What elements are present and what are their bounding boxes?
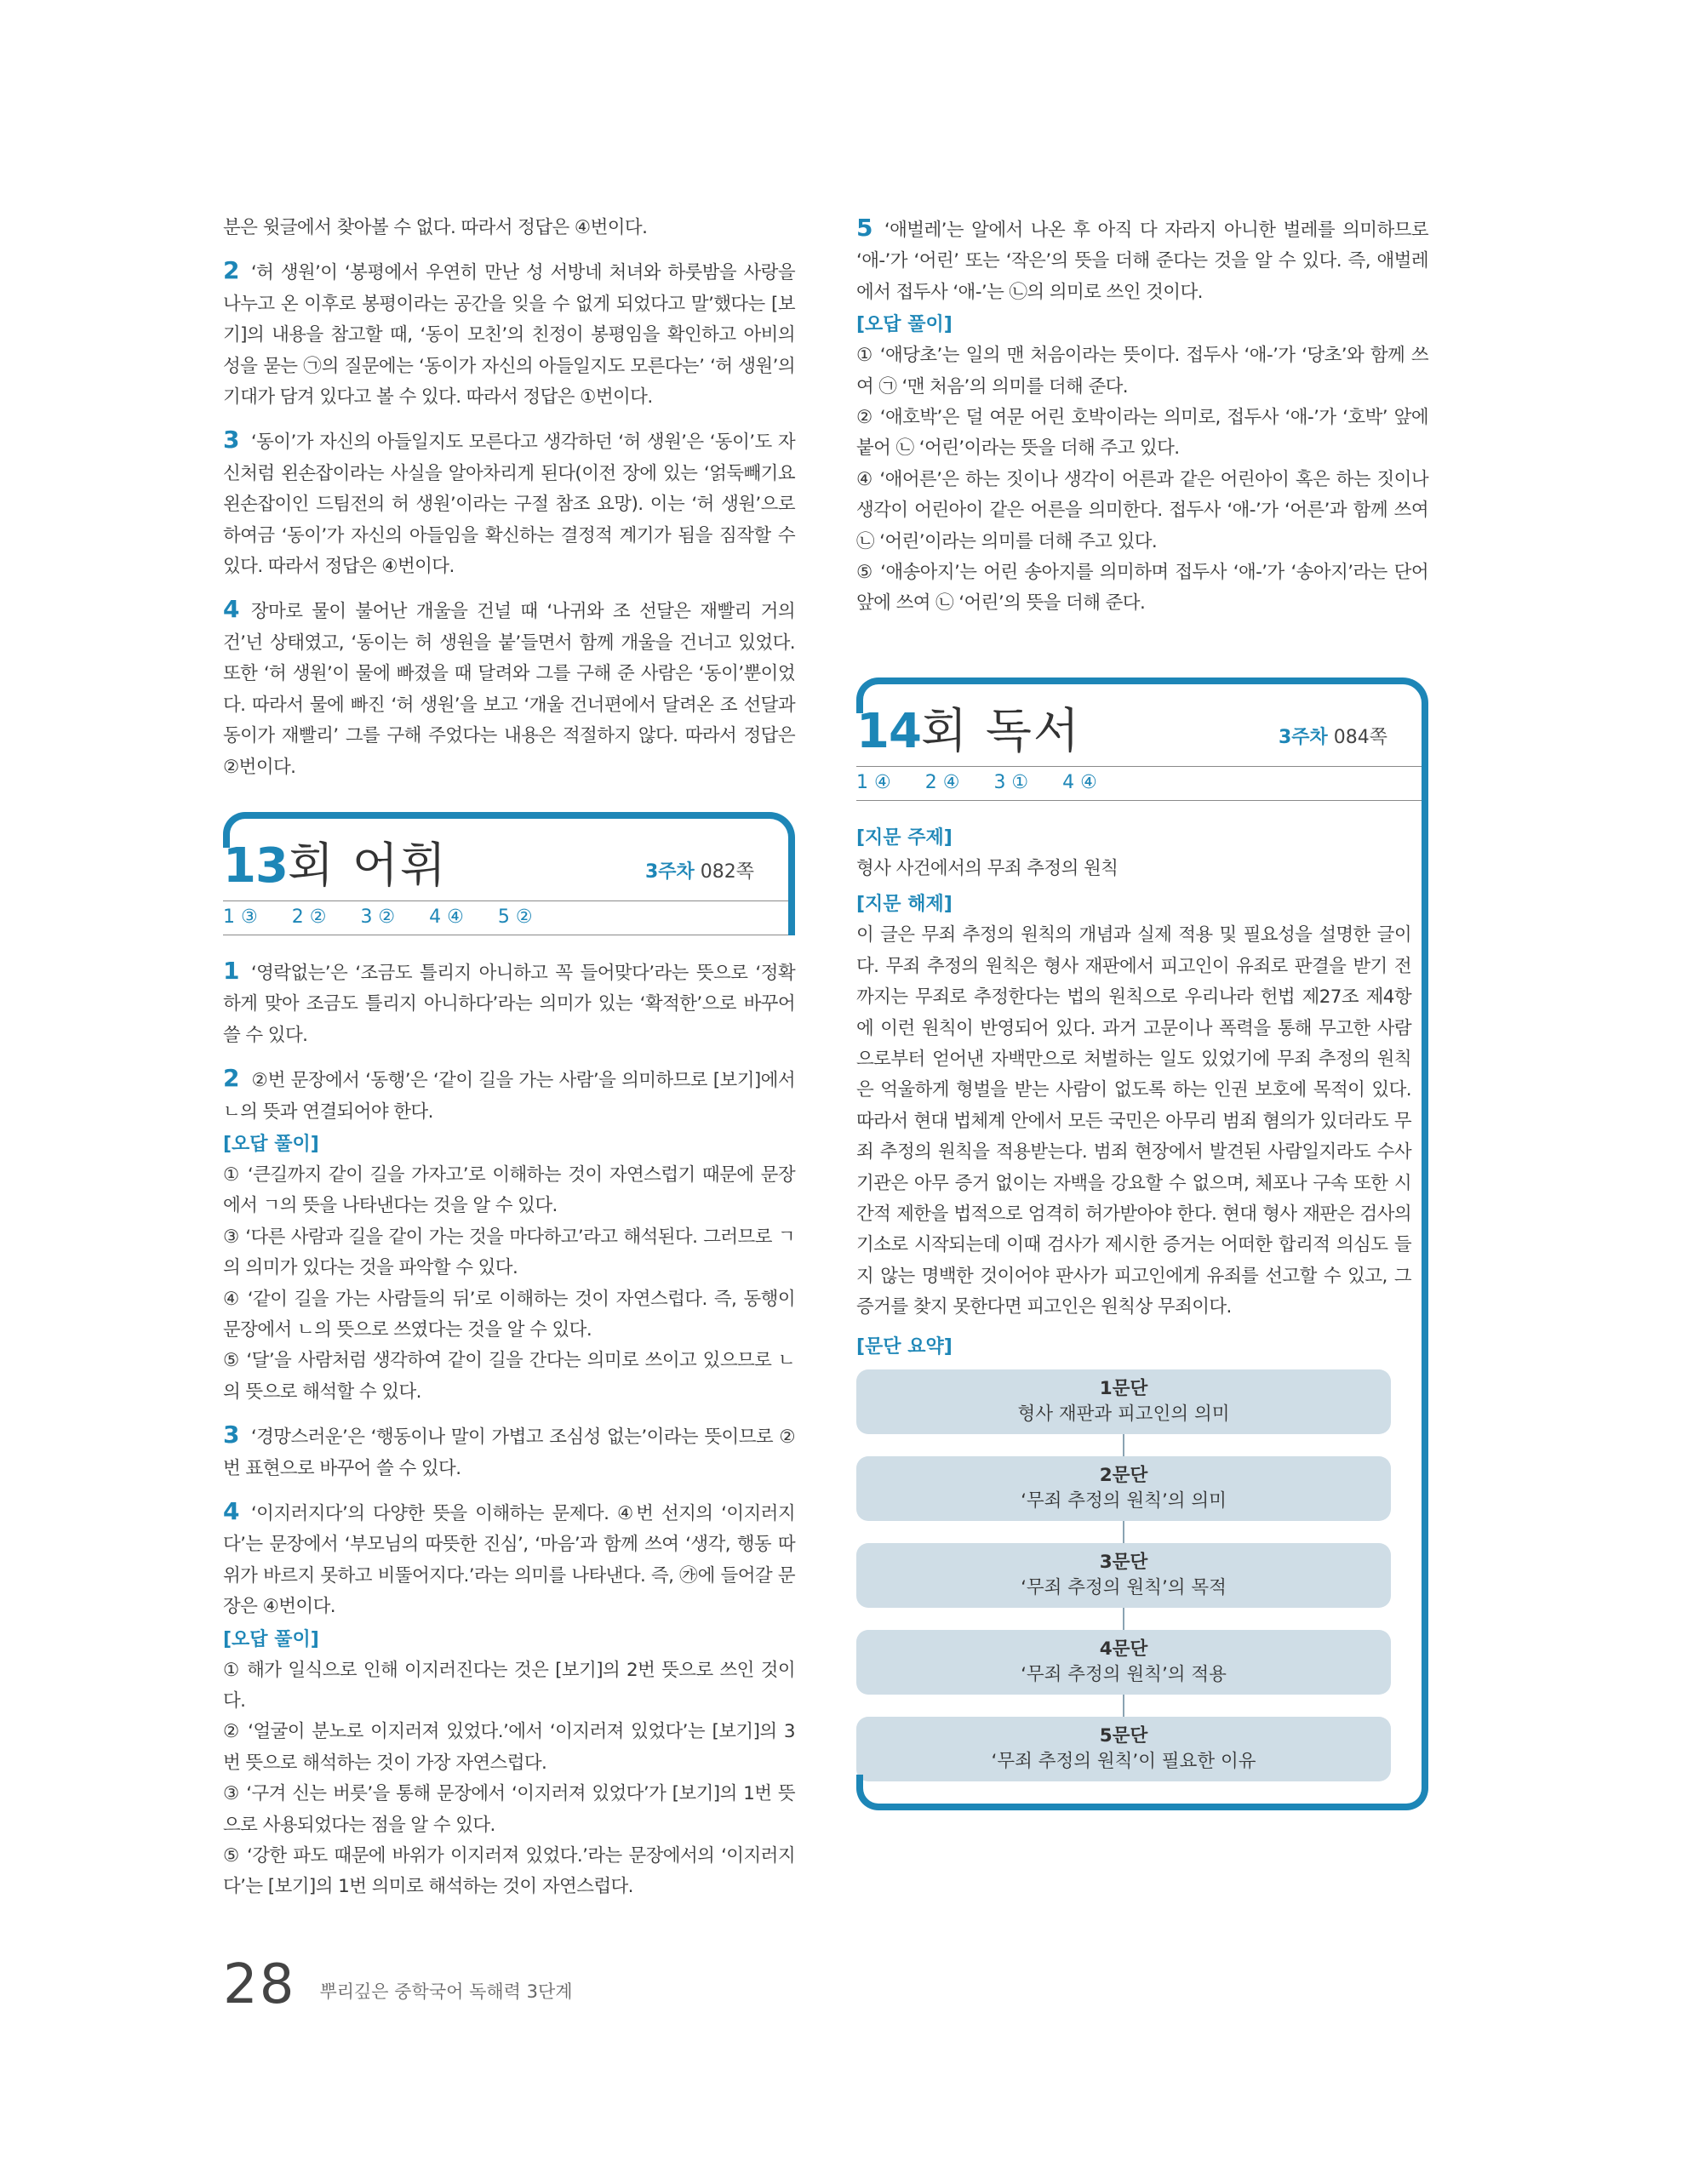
connector-line [1123,1434,1124,1456]
question-3 [223,425,795,582]
wrong-answer-item: ⑤ ‘강한 파도 때문에 바위가 이지러져 있었다.’라는 문장에서의 ‘이지러지다’는 [보기]의 1번 의미로 해석하는 것이 자연스럽다. [223,1845,795,1898]
connector-line [1123,1608,1124,1630]
wrong-answer-item: ① 해가 일식으로 인해 이지러진다는 것은 [보기]의 2번 뜻으로 쓰인 것이다. [223,1659,795,1712]
book-title: 뿌리깊은 중학국어 독해력 3단계 [319,1981,573,2002]
question-2 [223,255,795,413]
wrong-answer-item: ③ ‘구겨 신는 버릇’을 통해 문장에서 ‘이지러져 있었다’가 [보기]의 1번 뜻으로 사용되었다는 점을 알 수 있다. [223,1783,795,1836]
wrong-answer-item: ① ‘애당초’는 일의 맨 처음이라는 뜻이다. 접두사 ‘애-’가 ‘당초’와 함께 쓰여 ㉠ ‘맨 처음’의 의미를 더해 준다. [856,345,1428,397]
answer-key [856,767,1428,801]
answer-item: 1 ③ [223,906,258,928]
answer-item: 4 ④ [1062,771,1097,793]
box-border-right [1422,720,1428,1788]
vocab-question-3: 3 ‘경망스러운’은 ‘행동이나 말이 가볍고 조심성 없는’이라는 뜻이므로 ②번 표현으로 바꾸어 쓸 수 있다. [223,1421,795,1479]
wrong-answer-item: ② ‘얼굴이 분노로 이지러져 있었다.’에서 ‘이지러져 있었다’는 [보기]의 3번 뜻으로 해석하는 것이 가장 자연스럽다. [223,1721,795,1774]
wrong-answer-item: ② ‘애호박’은 덜 여문 어린 호박이라는 의미로, 접두사 ‘애-’가 ‘호박’ 앞에 붙어 ㉡ ‘어린’이라는 뜻을 더해 주고 있다. [856,407,1428,460]
answer-item: 5 ② [497,906,533,928]
left-column [223,213,795,1903]
wrong-answer-item: ④ ‘애어른’은 하는 짓이나 생각이 어른과 같은 어린아이 혹은 하는 짓이나 생각이 어린아이 같은 어른을 의미한다. 접두사 ‘애-’가 ‘어른’과 함께 쓰여 ㉡ ‘어린’이라는 의미를 더해 주고 있다. [856,468,1428,552]
answer-item: 1 ④ [856,771,891,793]
wrong-answer-item: ① ‘큰길까지 같이 길을 가자고’로 이해하는 것이 자연스럽기 때문에 문장에서 ㄱ의 뜻을 나타낸다는 것을 알 수 있다. [223,1163,795,1217]
box-border [245,812,795,870]
section-title: 14회 독서 [856,703,1082,759]
answer-item: 4 ④ [429,906,464,928]
vocab-question-1: 1 ‘영락없는’은 ‘조금도 틀리지 아니하고 꼭 들어맞다’라는 뜻으로 ‘정확하게 맞아 조금도 틀리지 아니하다’라는 의미가 있는 ‘확적한’으로 바꾸어 쓸 수 있다. [223,956,795,1046]
answer-key [223,901,795,935]
question-text: 장마로 물이 불어난 개울을 건널 때 ‘나귀와 조 선달은 재빨리 거의 건’넌 상태였고, ‘동이는 허 생원을 붙’들면서 함께 개울을 건너고 있었다. 또한 ‘허 생원’이 물에 빠졌을 때 달려와 그를 구해 준 사람은 ‘동이’뿐이었다. 따라서 물에 빠진 ‘허 생원’을 보고 ‘개울 건너편에서 달려온 조 선달과 동이가 재빨리’ 그를 구해 주었다는 내용은 적절하지 않다. 따라서 정답은 ②번이다. [223,601,795,778]
wrong-answer-item: ⑤ ‘달’을 사람처럼 생각하여 같이 길을 간다는 의미로 쓰이고 있으므로 ㄴ의 뜻으로 해석할 수 있다. [223,1350,795,1403]
commentary-text: 이 글은 무죄 추정의 원칙의 개념과 실제 적용 및 필요성을 설명한 글이다. 무죄 추정의 원칙은 형사 재판에서 피고인이 유죄로 판결을 받기 전까지는 무죄로 추정한다는 법의 원칙으로 우리나라 헌법 제27조 제4항에 이런 원칙이 반영되어 있다. 과거 고문이나 폭력을 통해 무고한 사람으로부터 얻어낸 자백만으로 처벌하는 일도 있었기에 무죄 추정의 원칙은 억울하게 형벌을 받는 사람이 없도록 하는 인권 보호에 목적이 있다. 따라서 현대 법체계 안에서 모든 국민은 아무리 범죄 혐의가 있더라도 무죄 추정의 원칙을 적용받는다. 범죄 현장에서 발견된 사람일지라도 수사 기관은 아무 증거 없이는 자백을 강요할 수 없으며, 체포나 구속 또한 시간적 제한을 법적으로 엄격히 허가받아야 한다. 현대 형사 재판은 검사의 기소로 시작되는데 이때 검사가 제시한 증거는 어떠한 합리적 의심도 들지 않는 명백한 것이어야 판사가 피고인에게 유죄를 선고할 수 있고, 그 증거를 찾지 못한다면 피고인은 원칙상 무죄이다. [856,924,1411,1318]
answer-item: 2 ④ [924,771,960,793]
wrong-answer-label: [오답 풀이] [856,314,953,336]
box-border [878,677,1428,735]
question-4 [223,594,795,782]
section-13-header-box [223,812,795,935]
answer-item: 3 ② [360,906,396,928]
section-14-box [856,677,1428,1810]
section-14-body [856,823,1428,1781]
section-title: 13회 어휘 [223,838,449,894]
wrong-answer-item: ④ ‘같이 길을 가는 사람들의 뒤’로 이해하는 것이 자연스럽다. 즉, 동행이 문장에서 ㄴ의 뜻으로 쓰였다는 것을 알 수 있다. [223,1288,795,1341]
answer-item: 3 ① [993,771,1029,793]
page-footer [223,1953,573,2016]
paragraph-card: 1문단 형사 재판과 피고인의 의미 [856,1369,1391,1434]
question-5: 5 ‘애벌레’는 알에서 나온 후 아직 다 자라지 아니한 벌레를 의미하므로 ‘애-’가 ‘어린’ 또는 ‘작은’의 뜻을 더해 준다는 것을 알 수 있다. 즉, 애벌레에서 접두사 ‘애-’는 ㉡의 의미로 쓰인 것이다. [856,214,1428,303]
connector-line [1123,1695,1124,1717]
paragraph-card: 2문단 ‘무죄 추정의 원칙’의 의미 [856,1456,1391,1521]
commentary-label: [지문 해제] [856,894,953,916]
vocab-question-4: 4 ‘이지러지다’의 다양한 뜻을 이해하는 문제다. ④번 선지의 ‘이지러지다’는 문장에서 ‘부모님의 따뜻한 진심’, ‘마음’과 함께 쓰여 ‘생각, 행동 따위가 바르지 못하고 비뚤어지다.’라는 의미를 나타낸다. 즉, ㉮에 들어갈 문장은 ④번이다. [223,1497,795,1618]
right-column [856,213,1428,1810]
box-border-right [788,855,795,935]
intro-text: 분은 윗글에서 찾아볼 수 없다. 따라서 정답은 ④번이다. [223,217,648,238]
wrong-answer-item: ③ ‘다른 사람과 길을 같이 가는 것을 마다하고’라고 해석된다. 그러므로 ㄱ의 의미가 있다는 것을 파악할 수 있다. [223,1226,795,1279]
question-number: 4 [223,595,239,624]
question-text: ‘동이’가 자신의 아들일지도 모른다고 생각하던 ‘허 생원’은 ‘동이’도 자신처럼 왼손잡이라는 사실을 알아차리게 된다(이전 장에 있는 ‘얽둑빼기요 왼손잡이인 드팀전의 허 생원’이라는 구절 참조 요망). 이는 ‘허 생원’으로 하여금 ‘동이’가 자신의 아들임을 확신하는 결정적 계기가 됨을 짐작할 수 있다. 따라서 정답은 ④번이다. [223,432,795,578]
paragraph-summary [856,1369,1411,1781]
summary-label: [문단 요약] [856,1335,953,1358]
answer-item: 2 ② [291,906,327,928]
wrong-answer-label: [오답 풀이] [223,1133,319,1155]
wrong-answer-label: [오답 풀이] [223,1628,319,1650]
page-number: 28 [223,1953,296,2016]
wrong-answer-item: ⑤ ‘애송아지’는 어린 송아지를 의미하며 접두사 ‘애-’가 ‘송아지’라는 단어 앞에 쓰여 ㉡ ‘어린’의 뜻을 더해 준다. [856,562,1428,615]
paragraph-card: 4문단 ‘무죄 추정의 원칙’의 적용 [856,1630,1391,1695]
vocab-question-2: 2 ②번 문장에서 ‘동행’은 ‘같이 길을 가는 사람’을 의미하므로 [보기]에서 ㄴ의 뜻과 연결되어야 한다. [223,1064,795,1123]
paragraph-card: 3문단 ‘무죄 추정의 원칙’의 목적 [856,1543,1391,1608]
question-number: 2 [223,256,239,285]
paragraph-card: 5문단 ‘무죄 추정의 원칙’이 필요한 이유 [856,1717,1391,1781]
topic-label: [지문 주제] [856,826,953,849]
box-border-bottom [878,1804,1406,1810]
section-13-body [223,956,795,1903]
question-text: ‘허 생원’이 ‘봉평에서 우연히 만난 성 서방네 처녀와 하룻밤을 사랑을 나누고 온 이후로 봉평이라는 공간을 잊을 수 없게 되었다고 말’했다는 [보기]의 내용을 참고할 때, ‘동이 모친’의 친정이 봉평임을 확인하고 아비의 성을 묻는 ㉠의 질문에는 ‘동이가 자신의 아들일지도 모른다는’ ‘허 생원’의 기대가 담겨 있다고 볼 수 있다. 따라서 정답은 ①번이다. [223,262,795,409]
week-page: 3주차 084쪽 [1278,726,1387,748]
question-number: 3 [223,426,239,455]
topic-text: 형사 사건에서의 무죄 추정의 원칙 [856,857,1118,879]
week-page: 3주차 082쪽 [644,860,754,883]
connector-line [1123,1521,1124,1543]
